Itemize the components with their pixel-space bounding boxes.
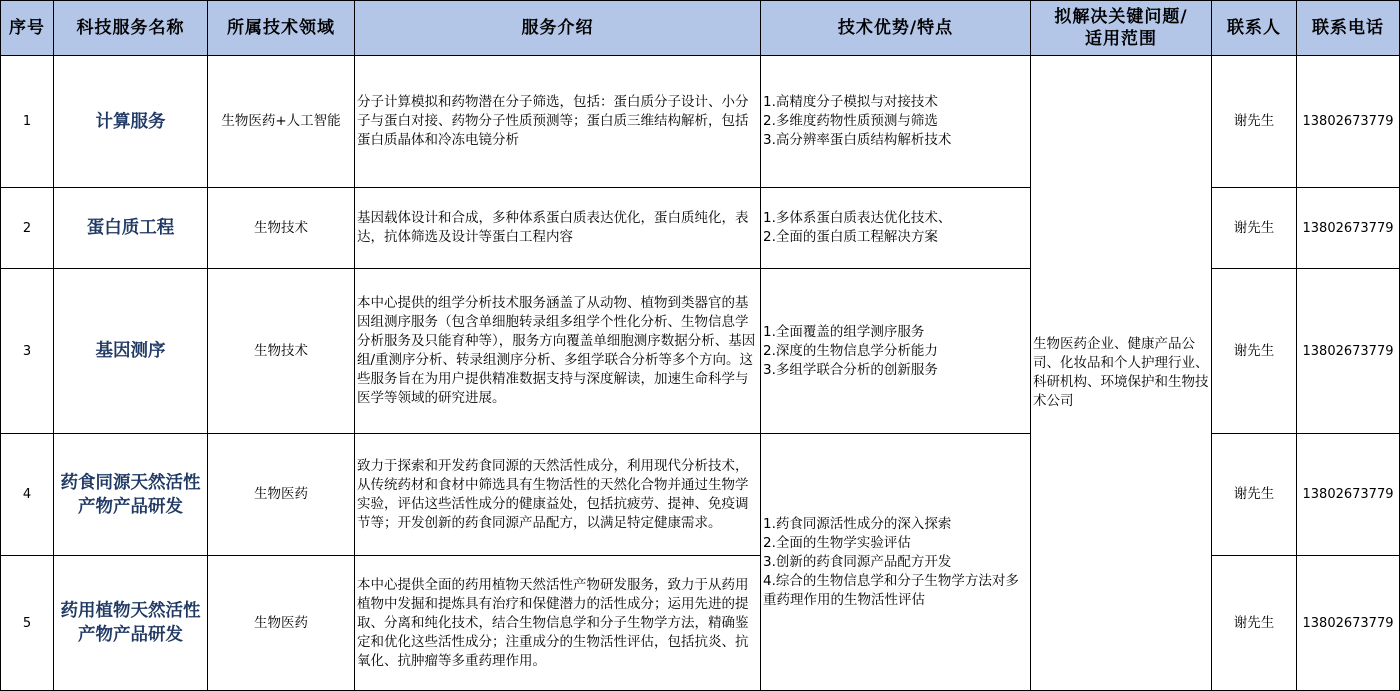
row-intro: 致力于探索和开发药食同源的天然活性成分，利用现代分析技术，从传统药材和食材中筛选具有生物活性的天然化合物并通过生物学实验，评估这些活性成分的健康益处，包括抗疲劳、提神、免疫调节等；开发创新的药食同源产品配方，以满足特定健康需求。 [355, 434, 761, 556]
header-intro: 服务介绍 [355, 1, 761, 56]
advantage-item: 4.综合的生物信息学和分子生物学方法对多重药理作用的生物活性评估 [763, 572, 1019, 608]
row-service-name: 药食同源天然活性产物产品研发 [54, 434, 208, 556]
row-advantage [761, 56, 1031, 188]
row-field: 生物医药+人工智能 [208, 56, 355, 188]
row-intro: 分子计算模拟和药物潜在分子筛选，包括：蛋白质分子设计、小分子与蛋白对接、药物分子性质预测等；蛋白质三维结构解析，包括蛋白质晶体和冷冻电镜分析 [355, 56, 761, 188]
header-seq: 序号 [1, 1, 54, 56]
scope-cell: 生物医药企业、健康产品公司、化妆品和个人护理行业、科研机构、环境保护和生物技术公司 [1031, 56, 1212, 691]
row-phone: 13802673779 [1297, 188, 1400, 269]
shared-advantage-cell [761, 434, 1031, 691]
advantage-item: 1.全面覆盖的组学测序服务 [763, 323, 925, 340]
row-seq: 4 [1, 434, 54, 556]
row-field: 生物医药 [208, 434, 355, 556]
row-field: 生物医药 [208, 556, 355, 691]
advantage-item: 1.药食同源活性成分的深入探索 [763, 515, 952, 532]
row-seq: 3 [1, 269, 54, 434]
row-seq: 5 [1, 556, 54, 691]
row-service-name: 蛋白质工程 [54, 188, 208, 269]
row-contact: 谢先生 [1212, 188, 1297, 269]
row-phone: 13802673779 [1297, 56, 1400, 188]
row-contact: 谢先生 [1212, 56, 1297, 188]
header-advantage: 技术优势/特点 [761, 1, 1031, 56]
row-phone: 13802673779 [1297, 269, 1400, 434]
header-phone: 联系电话 [1297, 1, 1400, 56]
advantage-item: 3.多组学联合分析的创新服务 [763, 361, 938, 378]
advantage-item: 1.多体系蛋白质表达优化技术、 [763, 210, 952, 226]
advantage-item: 2.全面的生物学实验评估 [763, 534, 911, 551]
header-scope-line2: 适用范围 [1085, 29, 1157, 49]
row-seq: 2 [1, 188, 54, 269]
header-row [1, 1, 1400, 56]
row-phone: 13802673779 [1297, 556, 1400, 691]
advantage-item: 1.高精度分子模拟与对接技术 [763, 94, 938, 110]
advantage-item: 2.多维度药物性质预测与筛选 [763, 113, 938, 129]
row-field: 生物技术 [208, 188, 355, 269]
row-field: 生物技术 [208, 269, 355, 434]
advantage-item: 2.全面的蛋白质工程解决方案 [763, 229, 938, 245]
row-seq: 1 [1, 56, 54, 188]
row-intro: 本中心提供全面的药用植物天然活性产物研发服务，致力于从药用植物中发掘和提炼具有治疗和保健潜力的活性成分；运用先进的提取、分离和纯化技术，结合生物信息学和分子生物学方法，精确鉴定和优化这些活性成分；注重成分的生物活性评估，包括抗炎、抗氧化、抗肿瘤等多重药理作用。 [355, 556, 761, 691]
header-scope-line1: 拟解决关键问题/ [1054, 7, 1188, 27]
row-contact: 谢先生 [1212, 269, 1297, 434]
advantage-item: 3.高分辨率蛋白质结构解析技术 [763, 132, 952, 148]
advantage-item: 3.创新的药食同源产品配方开发 [763, 553, 952, 570]
header-field: 所属技术领域 [208, 1, 355, 56]
row-advantage [761, 269, 1031, 434]
header-contact: 联系人 [1212, 1, 1297, 56]
row-intro: 本中心提供的组学分析技术服务涵盖了从动物、植物到类器官的基因组测序服务（包含单细胞转录组多组学个性化分析、生物信息学分析服务及只能育种等），服务方向覆盖单细胞测序数据分析、基因组/重测序分析、转录组测序分析、多组学联合分析等多个方向。这些服务旨在为用户提供精准数据支持与深度解读，加速生命科学与医学等领域的研究进展。 [355, 269, 761, 434]
row-service-name: 计算服务 [54, 56, 208, 188]
row-phone: 13802673779 [1297, 434, 1400, 556]
table-row [1, 56, 1400, 188]
header-scope [1031, 1, 1212, 56]
advantage-item: 2.深度的生物信息学分析能力 [763, 342, 938, 359]
row-advantage [761, 188, 1031, 269]
row-contact: 谢先生 [1212, 434, 1297, 556]
row-service-name: 药用植物天然活性产物产品研发 [54, 556, 208, 691]
header-name: 科技服务名称 [54, 1, 208, 56]
row-intro: 基因载体设计和合成，多种体系蛋白质表达优化，蛋白质纯化，表达，抗体筛选及设计等蛋白工程内容 [355, 188, 761, 269]
row-service-name: 基因测序 [54, 269, 208, 434]
row-contact: 谢先生 [1212, 556, 1297, 691]
